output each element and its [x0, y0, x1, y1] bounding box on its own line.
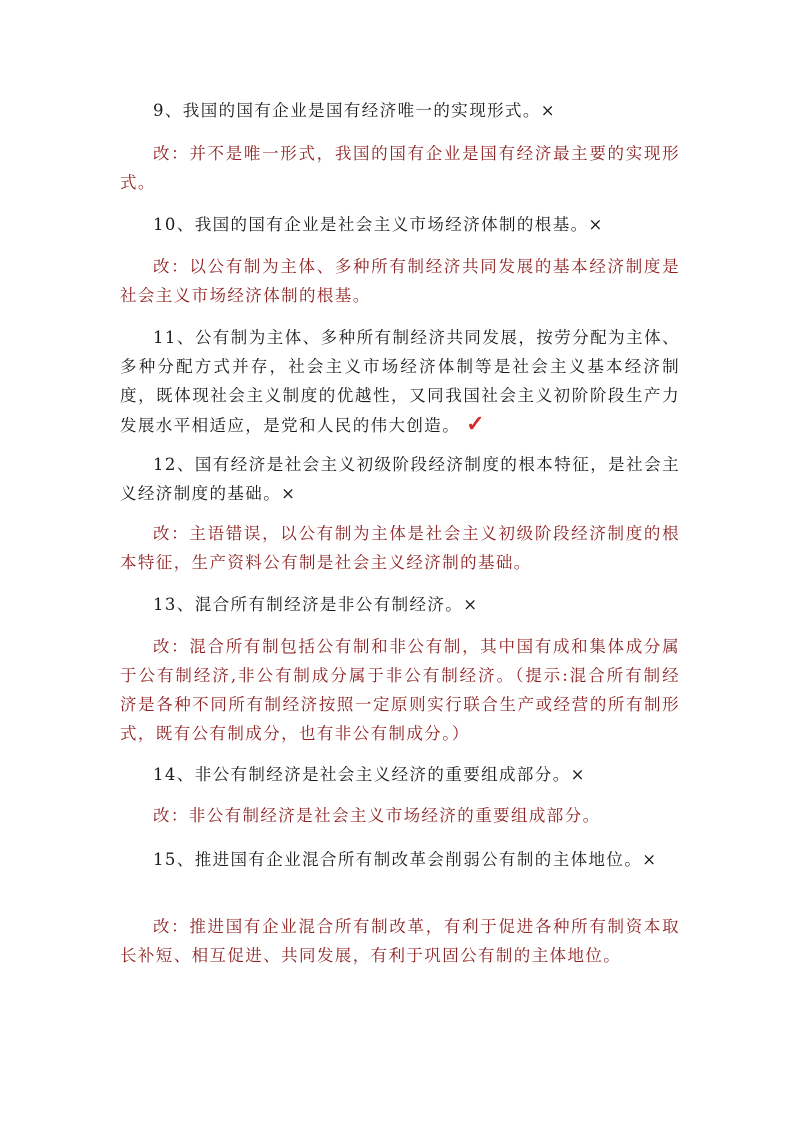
question-13: 13、混合所有制经济是非公有制经济。×: [153, 595, 479, 614]
answer-9: 改：并不是唯一形式，我国的国有企业是国有经济最主要的实现形式。: [120, 144, 680, 192]
answer-10: 改：以公有制为主体、多种所有制经济共同发展的基本经济制度是社会主义市场经济体制的根基。: [120, 257, 680, 305]
answer-14: 改：非公有制经济是社会主义市场经济的重要组成部分。: [153, 806, 601, 825]
question-10: 10、我国的国有企业是社会主义市场经济体制的根基。×: [153, 215, 604, 234]
check-mark-icon: ✓: [466, 411, 486, 437]
question-15: 15、推进国有企业混合所有制改革会削弱公有制的主体地位。×: [153, 850, 658, 869]
question-11-text: 11、公有制为主体、多种所有制经济共同发展，按劳分配为主体、多种分配方式并存，社会主义市场经济体制等是社会主义基本经济制度，既体现社会主义制度的优越性，又同我国社会主义初阶阶段生产力发展水平相适应，是党和人民的伟大创造。: [120, 328, 680, 435]
answer-15: 改：推进国有企业混合所有制改革，有利于促进各种所有制资本取长补短、相互促进、共同发展，有利于巩固公有制的主体地位。: [120, 917, 680, 965]
answer-12: 改：主语错误，以公有制为主体是社会主义初级阶段经济制度的根本特征，生产资料公有制是社会主义经济制的基础。: [120, 524, 680, 572]
question-11: [120, 323, 680, 440]
question-9: 9、我国的国有企业是国有经济唯一的实现形式。×: [153, 101, 557, 120]
answer-13: 改：混合所有制包括公有制和非公有制，其中国有成和集体成分属于公有制经济,非公有制成分属于非公有制经济。（提示:混合所有制经济是各种不同所有制经济按照一定原则实行联合生产或经营的所有制形式，既有公有制成分，也有非公有制成分。）: [120, 637, 680, 743]
question-12: 12、国有经济是社会主义初级阶段经济制度的根本特征，是社会主义经济制度的基础。×: [120, 455, 680, 503]
question-14: 14、非公有制经济是社会主义经济的重要组成部分。×: [153, 765, 586, 784]
